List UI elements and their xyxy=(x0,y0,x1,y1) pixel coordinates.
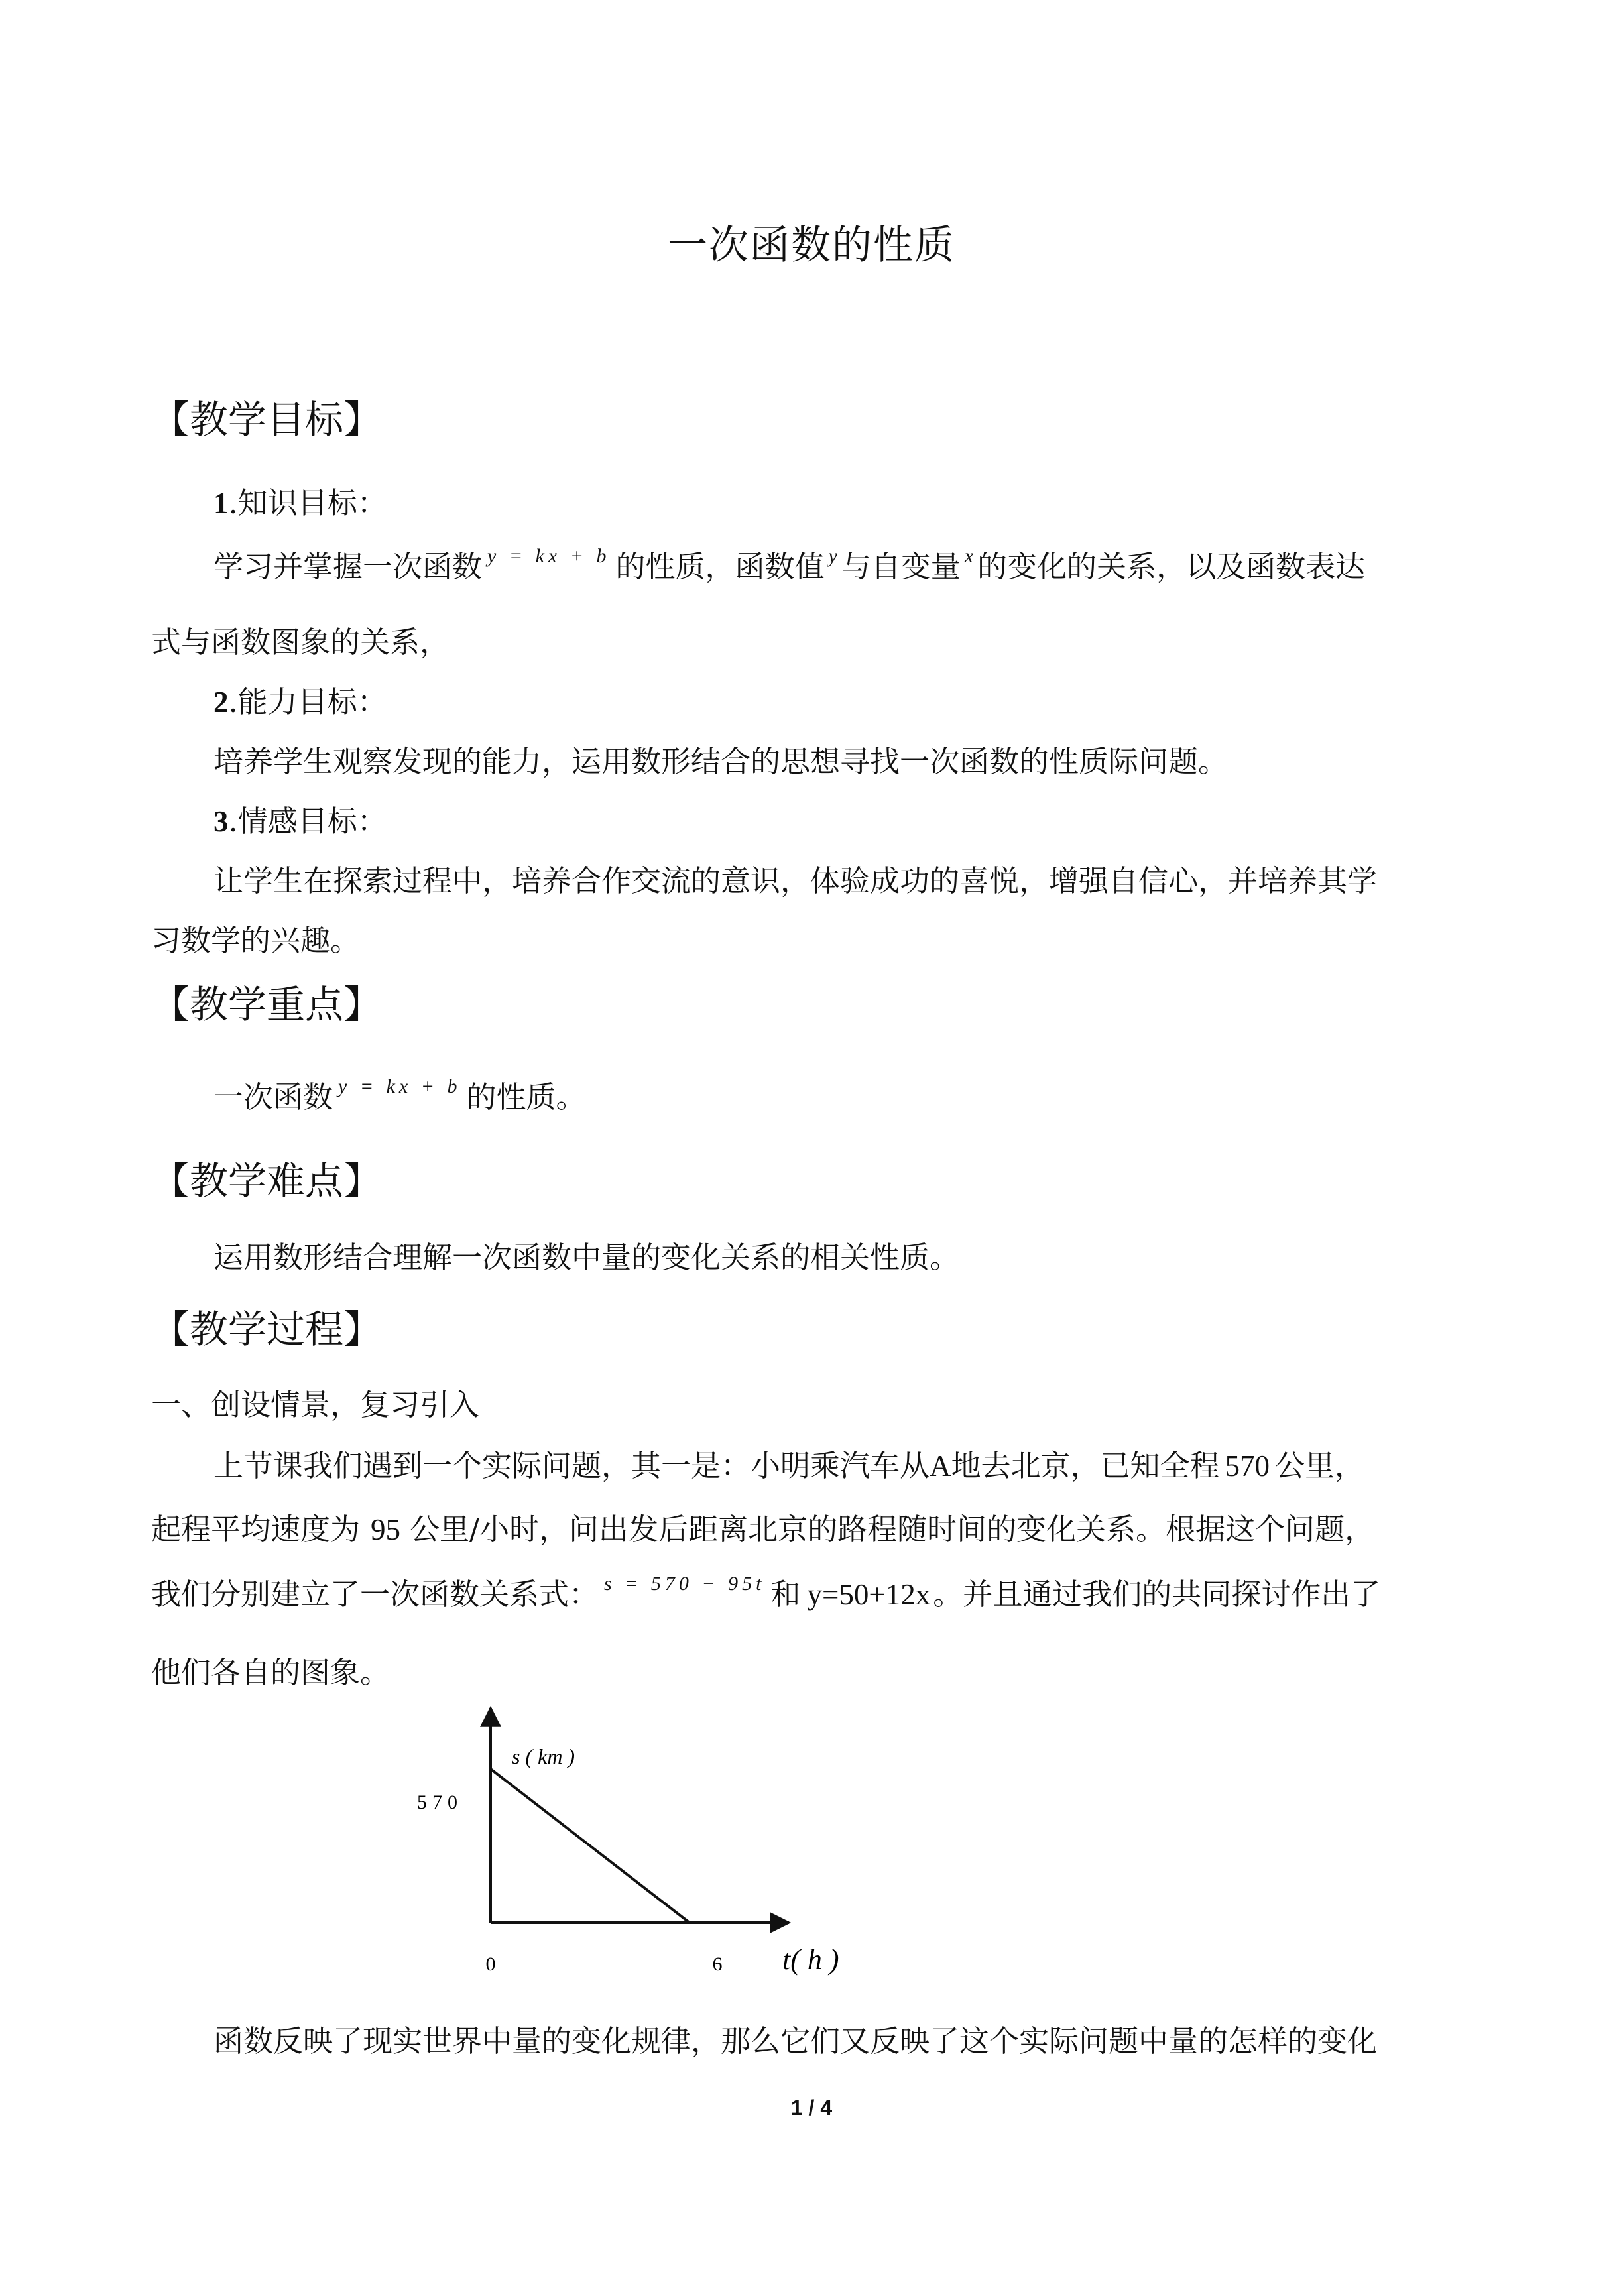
text-run: 我们分别建立了一次函数关系式： xyxy=(151,1577,599,1612)
x-axis-label: t( h ) xyxy=(782,1943,839,1976)
section-heading-goals: 【教学目标】 xyxy=(151,397,383,442)
origin-label: 0 xyxy=(485,1953,496,1975)
formula-y-kx-b: y = kx + b xyxy=(487,545,611,567)
line-s-570-95t xyxy=(491,1769,690,1923)
text-run: 地去北京，已知全程 xyxy=(951,1448,1220,1483)
text-run: 与自变量 xyxy=(841,549,961,584)
page-number: 1 / 4 xyxy=(790,2096,833,2120)
goal-item-2-label: .能力目标： xyxy=(228,684,387,719)
goal-item-1 xyxy=(213,479,387,522)
process-paragraph-line-3 xyxy=(151,1570,1380,1613)
formula-y-50-12x: y=50+12x xyxy=(807,1578,931,1611)
process-paragraph-2: 函数反映了现实世界中量的变化规律，那么它们又反映了这个实际问题中量的怎样的变化 xyxy=(213,2024,1378,2059)
goal-item-1-label: .知识目标： xyxy=(228,485,387,520)
key-points-paragraph xyxy=(213,1073,585,1116)
goal-1-paragraph-line-1 xyxy=(213,542,1365,585)
section-heading-difficulties: 【教学难点】 xyxy=(151,1158,383,1203)
section-heading-key-points: 【教学重点】 xyxy=(151,982,383,1027)
variable-y: y xyxy=(828,545,837,567)
process-paragraph-line-4: 他们各自的图象。 xyxy=(151,1655,391,1690)
formula-y-kx-b: y = kx + b xyxy=(338,1075,461,1097)
x-tick-label-6: 6 xyxy=(712,1953,723,1975)
text-run: 学习并掌握一次函数 xyxy=(213,549,483,584)
goal-item-1-number: 1 xyxy=(213,487,229,520)
goal-item-3 xyxy=(213,797,387,840)
y-axis-label: s ( km ) xyxy=(512,1744,575,1768)
y-tick-label-570: 570 xyxy=(417,1791,463,1813)
process-paragraph-line-2 xyxy=(151,1505,1374,1548)
goal-1-paragraph-line-2: 式与函数图象的关系， xyxy=(151,625,450,660)
goal-item-2 xyxy=(213,678,387,721)
goal-3-paragraph-line-2: 习数学的兴趣。 xyxy=(151,923,361,958)
text-run: 的变化的关系，以及函数表达 xyxy=(977,549,1366,584)
goal-item-3-number: 3 xyxy=(213,805,229,838)
section-heading-process: 【教学过程】 xyxy=(151,1307,383,1352)
text-run: 的性质。 xyxy=(466,1079,586,1115)
text-run: 的性质，函数值 xyxy=(615,549,825,584)
process-subheading: 一、创设情景，复习引入 xyxy=(151,1387,480,1422)
variable-x: x xyxy=(964,545,974,567)
text-run: 和 xyxy=(770,1577,801,1612)
goal-2-paragraph: 培养学生观察发现的能力，运用数形结合的思想寻找一次函数的性质际问题。 xyxy=(213,744,1229,779)
place-a: A xyxy=(930,1449,951,1482)
page-title: 一次函数的性质 xyxy=(668,222,955,269)
goal-item-2-number: 2 xyxy=(213,686,229,719)
text-run: 上节课我们遇到一个实际问题，其一是：小明乘汽车从 xyxy=(213,1448,930,1483)
formula-s-570-95t: s = 570 − 95t xyxy=(604,1573,766,1595)
distance-value: 570 xyxy=(1225,1449,1270,1482)
difficulties-paragraph: 运用数形结合理解一次函数中量的变化关系的相关性质。 xyxy=(213,1240,960,1275)
text-run: 公里/小时，问出发后距离北京的路程随时间的变化关系。根据这个问题， xyxy=(410,1512,1375,1547)
goal-item-3-label: .情感目标： xyxy=(228,804,387,839)
process-paragraph-line-1 xyxy=(213,1441,1364,1484)
goal-3-paragraph-line-1: 让学生在探索过程中，培养合作交流的意识，体验成功的喜悦，增强自信心，并培养其学 xyxy=(213,863,1378,898)
speed-value: 95 xyxy=(371,1513,401,1546)
text-run: 一次函数 xyxy=(213,1079,333,1115)
text-run: 公里， xyxy=(1275,1448,1365,1483)
distance-time-graph xyxy=(385,1704,888,1982)
text-run: 。并且通过我们的共同探讨作出了 xyxy=(933,1577,1381,1612)
text-run: 起程平均速度为 xyxy=(151,1512,361,1547)
